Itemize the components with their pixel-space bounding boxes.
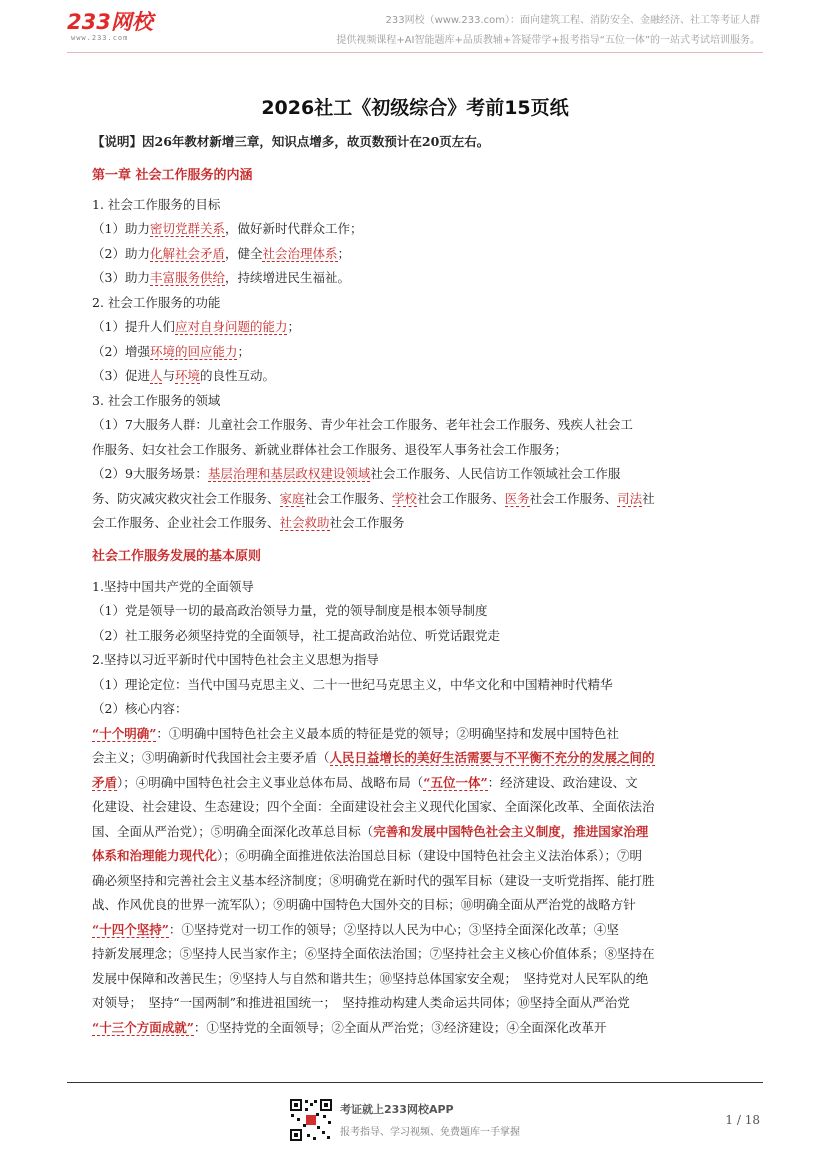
fields-item-2-line-1: （2）9大服务场景：基层治理和基层政权建设领域社会工作服务、人民信访工作领域社会工作服 bbox=[92, 466, 621, 481]
chapter-heading: 第一章 社会工作服务的内涵 bbox=[92, 168, 253, 183]
footer-app-subtitle: 报考指导、学习视频、免费题库一手掌握 bbox=[340, 1127, 520, 1138]
principle-2-a: （1）理论定位：当代中国马克思主义、二十一世纪马克思主义，中华文化和中国精神时代精华 bbox=[92, 677, 613, 692]
fields-item-1-line-1: （1）7大服务人群：儿童社会工作服务、青少年社会工作服务、老年社会工作服务、残疾人社会工 bbox=[92, 417, 633, 432]
principle-1: 1.坚持中国共产党的全面领导 bbox=[92, 579, 254, 594]
ten-clarifications-line-7: 确必须坚持和完善社会主义基本经济制度；⑧明确党在新时代的强军目标（建设一支听党指挥、能打胜 bbox=[92, 873, 655, 888]
page-number: 1 / 18 bbox=[725, 1113, 760, 1127]
function-item-1: （1）提升人们应对自身问题的能力； bbox=[92, 319, 300, 334]
fourteen-adherences-line-3: 发展中保障和改善民生；⑨坚持人与自然和谐共生；⑩坚持总体国家安全观； 坚持党对人民军队的绝 bbox=[92, 971, 649, 986]
ten-clarifications-line-6: 体系和治理能力现代化）；⑥明确全面推进依法治国总目标（建设中国特色社会主义法治体系）；⑦明 bbox=[92, 848, 643, 863]
ten-clarifications-line-8: 战、作风优良的世界一流军队）；⑨明确中国特色大国外交的目标；⑩明确全面从严治党的战略方针 bbox=[92, 897, 636, 912]
goal-item-1: （1）助力密切党群关系，做好新时代群众工作； bbox=[92, 221, 363, 236]
ten-clarifications-line-1: “十个明确”：①明确中国特色社会主义最本质的特征是党的领导；②明确坚持和发展中国特色社 bbox=[92, 726, 619, 741]
function-item-2: （2）增强环境的回应能力； bbox=[92, 344, 250, 359]
principle-1-b: （2）社工服务必须坚持党的全面领导，社工提高政治站位、听党话跟党走 bbox=[92, 628, 500, 643]
qr-code-icon bbox=[289, 1098, 333, 1142]
goal-item-3: （3）助力丰富服务供给，持续增进民生福祉。 bbox=[92, 270, 350, 285]
fourteen-adherences-line-4: 对领导； 坚持“一国两制”和推进祖国统一； 坚持推动构建人类命运共同体；⑩坚持全面从严治党 bbox=[92, 995, 630, 1010]
principle-2: 2.坚持以习近平新时代中国特色社会主义思想为指导 bbox=[92, 652, 379, 667]
logo-url: www.233.com bbox=[71, 34, 129, 42]
header-line-2: 提供视频课程+AI智能题库+品质教辅+答疑带学+报考指导“五位一体”的一站式考试培训服务。 bbox=[336, 35, 760, 46]
document-title: 2026社工《初级综合》考前15页纸 bbox=[261, 97, 569, 119]
footer-app-title: 考证就上233网校APP bbox=[340, 1103, 454, 1116]
function-item-3: （3）促进人与环境的良性互动。 bbox=[92, 368, 276, 383]
header-divider bbox=[67, 52, 763, 53]
section-fields: 3. 社会工作服务的领域 bbox=[92, 393, 221, 408]
fields-item-2-line-3: 会工作服务、企业社会工作服务、社会救助社会工作服务 bbox=[92, 515, 405, 530]
goal-item-2: （2）助力化解社会矛盾，健全社会治理体系； bbox=[92, 246, 351, 261]
thirteen-achievements-line-1: “十三个方面成就”：①坚持党的全面领导；②全面从严治党；③经济建设；④全面深化改革开 bbox=[92, 1020, 607, 1035]
fourteen-adherences-line-2: 持新发展理念；⑤坚持人民当家作主；⑥坚持全面依法治国；⑦坚持社会主义核心价值体系；⑧坚持在 bbox=[92, 946, 655, 961]
header-line-1: 233网校（www.233.com）：面向建筑工程、消防安全、金融经济、社工等考证人群 bbox=[385, 15, 760, 26]
fields-item-1-line-2: 作服务、妇女社会工作服务、新就业群体社会工作服务、退役军人事务社会工作服务； bbox=[92, 442, 568, 457]
document-note: 【说明】因26年教材新增三章，知识点增多，故页数预计在20页左右。 bbox=[92, 134, 490, 149]
ten-clarifications-line-5: 国、全面从严治党）；⑤明确全面深化改革总目标（完善和发展中国特色社会主义制度，推进国家治理 bbox=[92, 824, 649, 839]
header-description bbox=[336, 11, 760, 51]
principle-2-b: （2）核心内容： bbox=[92, 701, 188, 716]
brand-logo bbox=[67, 10, 167, 44]
section-goals: 1. 社会工作服务的目标 bbox=[92, 197, 221, 212]
ten-clarifications-line-3: 矛盾）；④明确中国特色社会主义事业总体布局、战略布局（“五位一体”：经济建设、政治建设、文 bbox=[92, 775, 638, 790]
section-functions: 2. 社会工作服务的功能 bbox=[92, 295, 221, 310]
principles-heading: 社会工作服务发展的基本原则 bbox=[92, 549, 262, 564]
footer-divider bbox=[67, 1082, 763, 1083]
fields-item-2-line-2: 务、防灾减灾救灾社会工作服务、家庭社会工作服务、学校社会工作服务、医务社会工作服务、司法社 bbox=[92, 491, 655, 506]
ten-clarifications-line-4: 化建设、社会建设、生态建设；四个全面：全面建设社会主义现代化国家、全面深化改革、全面依法治 bbox=[92, 799, 655, 814]
fourteen-adherences-line-1: “十四个坚持”：①坚持党对一切工作的领导；②坚持以人民为中心；③坚持全面深化改革；④坚 bbox=[92, 922, 619, 937]
logo-text: 233网校 bbox=[67, 10, 153, 34]
principle-1-a: （1）党是领导一切的最高政治领导力量，党的领导制度是根本领导制度 bbox=[92, 603, 488, 618]
ten-clarifications-line-2: 会主义；③明确新时代我国社会主要矛盾（人民日益增长的美好生活需要与不平衡不充分的发展之间的 bbox=[92, 750, 655, 765]
